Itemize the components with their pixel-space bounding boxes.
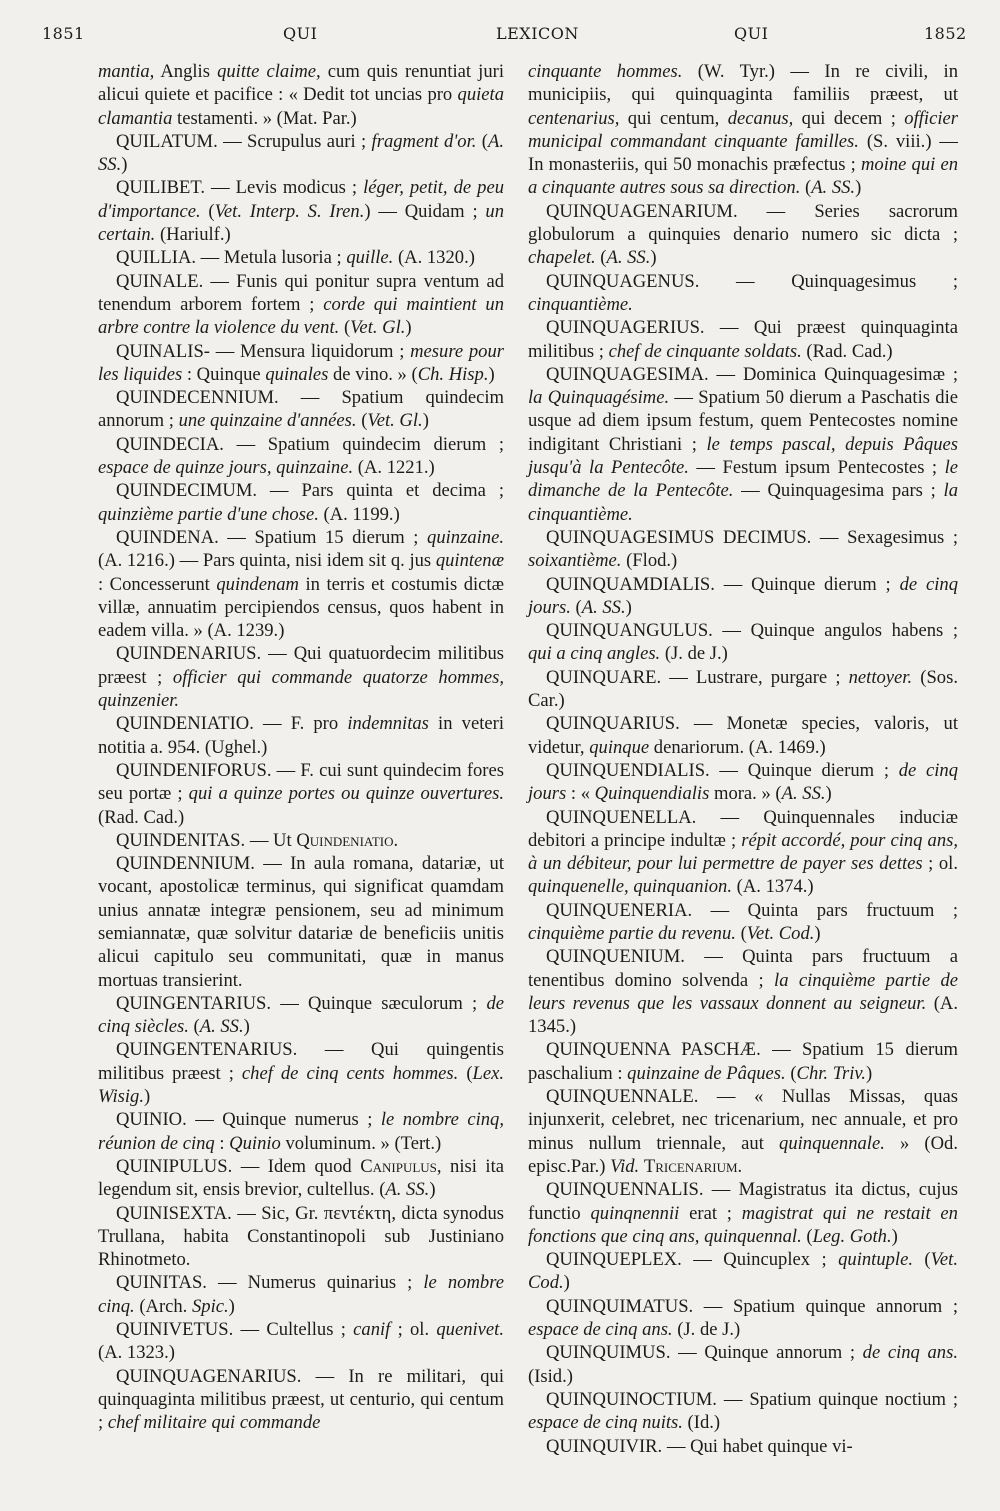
entry-text: ) <box>865 1062 873 1084</box>
dictionary-entry <box>98 246 504 269</box>
italic-text: de cinq jours. <box>528 573 958 618</box>
entry-text: ( <box>735 922 747 944</box>
dictionary-entry <box>528 806 958 899</box>
italic-text: cinquième partie du revenu. <box>528 922 736 944</box>
dictionary-entry <box>98 1365 504 1435</box>
entry-text: QUINQUENELLA. — Quinquennales induciæ debitori a principe indultæ ; <box>528 806 958 851</box>
entry-text: QUINIVETUS. — Cultellus ; <box>116 1319 354 1341</box>
entry-text: ) <box>625 596 632 618</box>
entry-text: QUINQUAGENUS. — Quinquagesimus ; <box>546 270 958 292</box>
entry-text: QUILIBET. — Levis modicus ; <box>116 177 364 199</box>
italic-text: moine qui en a cinquante autres sous sa direction. <box>528 154 959 199</box>
dictionary-entry <box>98 852 504 992</box>
italic-text: corde qui maintient un arbre contre la violence du vent. <box>98 293 504 339</box>
entry-text: (Id.) <box>682 1412 721 1434</box>
entry-text: QUINQUEPLEX. — Quincuplex ; <box>546 1249 839 1271</box>
entry-text: (J. de J.) <box>672 1319 741 1341</box>
italic-text: quinquenelle, quinquanion. <box>528 876 732 898</box>
entry-text: ( <box>356 410 368 432</box>
entry-text: QUINDENIFORUS. — F. cui sunt quindecim fores seu portæ ; <box>98 759 504 805</box>
italic-text: officier qui commande quatorze hommes, quinzenier. <box>98 666 504 712</box>
dictionary-entry <box>528 1248 958 1295</box>
italic-text: mesure pour les liquides <box>98 340 504 385</box>
entry-text: ) <box>650 247 657 269</box>
italic-text: Spic. <box>191 1295 229 1317</box>
italic-text: magistrat qui ne restait en fonctions que cinq ans, quinquennal. <box>528 1202 958 1247</box>
entry-text: (A. 1345.) <box>528 992 958 1038</box>
italic-text: chef de cinq cents hommes. <box>241 1062 459 1084</box>
entry-text: QUINQUAGENARIUM. — Series sacrorum globulorum a quinquies denario numero sic dicta ; <box>528 200 958 246</box>
entry-text: ) <box>228 1295 235 1317</box>
entry-text: (S. viii.) — In monasteriis, qui 50 monachis præfectus ; <box>528 130 959 176</box>
dictionary-entry <box>528 759 958 806</box>
entry-text: — Quinquagesima pars ; <box>733 480 944 502</box>
entry-text: QUINQUENIUM. — Quinta pars fructuum a tenentibus domino solvenda ; <box>528 946 958 991</box>
entry-text: (A. 1323.) <box>98 1342 175 1364</box>
left-running-head: QUI <box>283 24 318 43</box>
dictionary-entry <box>528 1295 958 1342</box>
entry-text: cum quis renuntiat juri alicui quiete et pacifice : « Dedit tot uncias pro <box>98 61 504 106</box>
entry-text: (J. de J.) <box>660 643 728 665</box>
entry-text: ) <box>814 922 821 944</box>
italic-text: A. SS. <box>385 1179 430 1201</box>
entry-text: ( <box>595 247 607 269</box>
entry-text: QUINGENTARIUS. — Quinque sæculorum ; <box>116 992 487 1014</box>
italic-text: Vet. Interp. S. Iren. <box>214 200 365 222</box>
italic-text: A. SS. <box>581 596 626 618</box>
continued-entry <box>528 60 958 200</box>
entry-text: : <box>214 1132 230 1154</box>
italic-text: mantia, <box>98 61 155 82</box>
entry-text: qui decem ; <box>793 107 905 129</box>
entry-text: testamenti. » (Mat. Par.) <box>172 107 357 129</box>
entry-text: ) <box>429 1179 436 1201</box>
dictionary-entry <box>98 386 504 433</box>
dictionary-entry <box>528 666 958 713</box>
center-running-head: LEXICON <box>496 24 579 43</box>
italic-text: quenivet. <box>436 1319 504 1341</box>
entry-text: qui centum, <box>619 107 728 129</box>
entry-text: : « <box>566 783 595 805</box>
entry-text: ) <box>422 410 429 432</box>
italic-text: le dimanche de la Pentecôte. <box>528 457 958 502</box>
entry-text: ) <box>855 177 862 199</box>
entry-text: QUINALIS- — Mensura liquidorum ; <box>116 340 411 362</box>
small-caps-text: Canipulus, <box>360 1155 442 1177</box>
entry-text: ) — Quidam ; <box>364 200 486 222</box>
entry-text: ( <box>912 1249 931 1271</box>
italic-text: Vet. Gl. <box>367 410 423 432</box>
entry-text: ; ol. <box>922 853 958 875</box>
italic-text: Ch. Hisp. <box>417 363 489 385</box>
entry-text: (Rad. Cad.) <box>801 340 893 362</box>
italic-text: chapelet. <box>528 247 596 269</box>
dictionary-entry <box>98 526 504 642</box>
italic-text: quintenæ <box>435 550 504 572</box>
italic-text: cinquantième. <box>528 293 633 315</box>
entry-text: (Hariulf.) <box>155 224 231 246</box>
entry-text: ) <box>243 1016 250 1038</box>
entry-text: ) <box>891 1225 898 1247</box>
entry-text: ( <box>200 200 215 222</box>
entry-text: ) <box>563 1272 570 1294</box>
entry-text: QUINQUINOCTIUM. — Spatium quinque noctium ; <box>546 1388 958 1410</box>
dictionary-entry <box>528 316 958 363</box>
entry-text: (A. 1320.) <box>393 247 475 269</box>
italic-text: A. SS. <box>98 130 504 176</box>
italic-text: de cinq ans. <box>862 1342 958 1364</box>
dictionary-entry <box>528 270 958 317</box>
italic-text: A. SS. <box>781 783 826 805</box>
dictionary-entry <box>98 479 504 526</box>
entry-text: in veteri notitia a. 954. (Ughel.) <box>98 713 504 758</box>
entry-text: — Spatium 50 dierum a Paschatis die usque ad diem ipsum festum, quem Pentecostes nomine indigitant Christiani ; <box>528 387 958 455</box>
dictionary-entry <box>98 1202 504 1272</box>
entry-text: — Festum ipsum Pentecostes ; <box>688 457 945 479</box>
dictionary-entry <box>98 829 504 852</box>
italic-text: quinales <box>265 363 329 385</box>
entry-text: ) <box>143 1086 151 1108</box>
entry-text: ) <box>825 783 832 805</box>
dictionary-entry <box>98 1038 504 1108</box>
entry-text: Anglis <box>154 61 218 82</box>
italic-text: Lex. Wisig. <box>98 1062 505 1108</box>
entry-text: QUINQUIVIR. — Qui habet quinque vi- <box>546 1435 853 1457</box>
entry-text: ) <box>405 317 412 339</box>
entry-text: mora. » ( <box>709 783 782 805</box>
continued-entry <box>98 60 504 130</box>
entry-text: QUINQUAGESIMA. — Dominica Quinquagesimæ ; <box>546 363 958 385</box>
italic-text: la cinquantième. <box>528 480 958 525</box>
dictionary-entry <box>528 573 958 620</box>
dictionary-entry <box>528 619 958 666</box>
italic-text: indemnitas <box>347 713 429 735</box>
italic-text: Quinquendialis <box>594 783 710 805</box>
italic-text: quille. <box>346 247 394 269</box>
dictionary-entry <box>98 712 504 759</box>
entry-text: de vino. » ( <box>328 363 418 385</box>
entry-text: QUINQUAGENARIUS. — In re militari, qui quinquaginta militibus præest, ut centurio, qui centum ; <box>98 1365 504 1434</box>
entry-text: » (Od. episc.Par.) <box>528 1132 958 1177</box>
dictionary-entry <box>98 340 504 387</box>
entry-text: (Flod.) <box>621 550 678 572</box>
italic-text: soixantième. <box>528 550 622 572</box>
italic-text: espace de quinze jours, quinzaine. <box>98 457 354 479</box>
entry-text: denariorum. (A. 1469.) <box>649 736 826 758</box>
dictionary-entry <box>98 759 504 829</box>
entry-text: ( <box>570 596 582 618</box>
entry-text: QUINDECIMUM. — Pars quinta et decima ; <box>116 480 504 502</box>
entry-text: in terris et costumis dictæ villæ, annuatim percipiendos census, quos habent in eadem villa. » (A. 1239.) <box>98 573 504 642</box>
entry-text: QUINDENNIUM. — In aula romana, datariæ, ut vocant, apostolicæ terminus, qui significat quamdam unius annatæ integræ pensionem, seu ad minimum semiannatæ, quæ solvitur datariæ de beneficiis unitis alicui capitulo seu communitati, quæ in manus mortuas transierint. <box>98 853 504 991</box>
dictionary-entry <box>528 200 958 270</box>
italic-text: Vet. Cod. <box>746 922 815 944</box>
entry-text: ( <box>785 1062 797 1084</box>
italic-text: qui a cinq angles. <box>528 643 661 665</box>
italic-text: le temps pascal, depuis Pâques jusqu'à la Pentecôte. <box>528 433 958 479</box>
dictionary-entry <box>528 1435 958 1458</box>
entry-text: QUINQUAGERIUS. — Qui præest quinquaginta militibus ; <box>528 317 958 362</box>
entry-text: : Quinque <box>182 363 266 385</box>
dictionary-entry <box>98 642 504 712</box>
italic-text: Vet. Cod. <box>528 1249 958 1294</box>
entry-text: QUINGENTENARIUS. — Qui quingentis militibus præest ; <box>98 1039 504 1084</box>
entry-text: nisi ita legendum sit, ensis brevior, cultellus. ( <box>98 1155 504 1201</box>
italic-text: quindenam <box>216 573 299 595</box>
italic-text: répit accordé, pour cinq ans, à un débiteur, pour lui permettre de payer ses dettes <box>528 829 958 875</box>
entry-text: (A. 1374.) <box>732 876 814 898</box>
entry-text: ( <box>339 317 351 339</box>
dictionary-entry <box>98 1271 504 1318</box>
italic-text: centenarius, <box>528 107 620 129</box>
italic-text: officier municipal commandant cinquante familles. <box>528 107 958 152</box>
entry-text: ; ol. <box>390 1319 437 1341</box>
dictionary-entry <box>528 945 958 1038</box>
italic-text: Vid. <box>610 1155 640 1177</box>
entry-text: QUINQUAGESIMUS DECIMUS. — Sexagesimus ; <box>546 526 958 548</box>
entry-text: QUINQUARE. — Lustrare, purgare ; <box>546 666 849 688</box>
entry-text: QUINDENITAS. — Ut <box>116 829 297 851</box>
italic-text: A. SS. <box>811 177 856 199</box>
entry-text: QUINQUENNALIS. — Magistratus ita dictus, cujus functio <box>528 1179 958 1224</box>
right-page-number: 1852 <box>924 24 967 43</box>
entry-text: QUINQUANGULUS. — Quinque angulos habens ; <box>546 620 958 642</box>
dictionary-entry <box>98 1155 504 1202</box>
dictionary-entry <box>98 433 504 480</box>
italic-text: une quinzaine d'années. <box>178 410 357 432</box>
italic-text: quinzième partie d'une chose. <box>98 503 319 525</box>
dictionary-entry <box>98 270 504 340</box>
italic-text: quinqnennii <box>590 1202 680 1224</box>
italic-text: de cinq jours <box>528 759 958 805</box>
dictionary-entry <box>528 712 958 759</box>
italic-text: quieta clamantia <box>98 84 504 129</box>
right-running-head: QUI <box>734 24 769 43</box>
italic-text: chef de cinquante soldats. <box>608 340 802 362</box>
dictionary-entry <box>528 526 958 573</box>
dictionary-entry <box>98 1108 504 1155</box>
italic-text: le nombre cinq, réunion de cinq <box>98 1109 504 1154</box>
italic-text: quinzaine de Pâques. <box>627 1062 786 1084</box>
entry-text: QUILATUM. — Scrupulus auri ; <box>116 130 372 152</box>
italic-text: canif <box>353 1319 391 1341</box>
entry-text: QUINQUENERIA. — Quinta pars fructuum ; <box>546 899 958 921</box>
dictionary-entry <box>98 130 504 177</box>
entry-text: (A. 1216.) — Pars quinta, nisi idem sit q. jus <box>98 550 436 572</box>
dictionary-entry <box>98 1318 504 1365</box>
entry-text: ( <box>800 177 812 199</box>
dictionary-entry <box>528 363 958 526</box>
italic-text: A. SS. <box>199 1016 244 1038</box>
italic-text: le nombre cinq. <box>98 1272 504 1317</box>
entry-text: erat ; <box>679 1202 742 1224</box>
entry-text: QUINQUENDIALIS. — Quinque dierum ; <box>546 759 899 781</box>
dictionary-entry <box>528 1178 958 1248</box>
dictionary-entry <box>528 899 958 946</box>
entry-text: (Rad. Cad.) <box>98 806 185 828</box>
italic-text: A. SS. <box>606 247 651 269</box>
small-caps-text: Quindeniatio. <box>296 829 399 851</box>
entry-text: ( <box>476 130 488 152</box>
italic-text: de cinq siècles. <box>98 992 504 1038</box>
italic-text: quinzaine. <box>427 526 504 548</box>
entry-text: (Sos. Car.) <box>528 666 958 712</box>
dictionary-entry <box>528 1085 958 1178</box>
dictionary-entry <box>528 1341 958 1388</box>
entry-text: QUINQUENNALE. — « Nullas Missas, quas injunxerit, celebret, nec tricenarium, nec annuale, et pro minus nullum triennale, aut <box>528 1086 958 1154</box>
entry-text: QUINIO. — Quinque numerus ; <box>116 1109 381 1131</box>
entry-text: QUINALE. — Funis qui ponitur supra ventum ad tenendum arborem fortem ; <box>98 270 504 315</box>
italic-text: la cinquième partie de leurs revenus que les vassaux donnent au seigneur. <box>528 969 959 1014</box>
italic-text: un certain. <box>98 200 505 246</box>
entry-text: (Isid.) <box>528 1365 573 1387</box>
entry-text: (A. 1199.) <box>318 503 400 525</box>
italic-text: cinquante hommes. <box>528 61 683 82</box>
italic-text: Vet. Gl. <box>350 317 406 339</box>
dictionary-entry <box>98 176 504 246</box>
italic-text: decanus, <box>727 107 794 129</box>
dictionary-entry <box>98 992 504 1039</box>
italic-text: fragment d'or. <box>371 130 477 152</box>
italic-text: espace de cinq ans. <box>528 1319 673 1341</box>
entry-text: QUINQUIMATUS. — Spatium quinque annorum ; <box>546 1295 958 1317</box>
italic-text: quinque <box>589 736 650 758</box>
left-column <box>98 60 504 1435</box>
entry-text: QUINQUIMUS. — Quinque annorum ; <box>546 1342 863 1364</box>
entry-text: QUINQUAMDIALIS. — Quinque dierum ; <box>546 573 900 595</box>
entry-text: ( <box>458 1062 473 1084</box>
entry-text: ( <box>188 1016 200 1038</box>
entry-text: QUINIPULUS. — Idem quod <box>116 1155 361 1177</box>
italic-text: Chr. Triv. <box>796 1062 866 1084</box>
entry-text: : Concesserunt <box>98 573 217 595</box>
italic-text: espace de cinq nuits. <box>528 1412 683 1434</box>
entry-text: QUINDENARIUS. — Qui quatuordecim militibus præest ; <box>98 643 504 688</box>
entry-text: QUINDECIA. — Spatium quindecim dierum ; <box>116 433 504 455</box>
italic-text: quinquennale. <box>779 1132 885 1154</box>
italic-text: Quinio <box>229 1132 281 1154</box>
entry-text: ) <box>488 363 495 385</box>
entry-text: (Arch. <box>134 1295 192 1317</box>
italic-text: chef militaire qui commande <box>107 1412 321 1434</box>
entry-text: voluminum. » (Tert.) <box>280 1132 442 1154</box>
entry-text: QUINDENA. — Spatium 15 dierum ; <box>116 526 428 548</box>
entry-text: (A. 1221.) <box>353 457 435 479</box>
left-page-number: 1851 <box>42 24 85 43</box>
small-caps-text: Tricenarium. <box>643 1155 743 1177</box>
italic-text: quitte claime, <box>217 61 321 82</box>
entry-text: QUINITAS. — Numerus quinarius ; <box>116 1272 424 1294</box>
entry-text: ) <box>121 154 128 176</box>
italic-text: quintuple. <box>838 1249 913 1271</box>
entry-text: QUINISEXTA. — Sic, Gr. πεντέκτη, dicta synodus Trullana, habita Constantinopoli sub Justiniano Rhinotmeto. <box>98 1202 504 1271</box>
italic-text: qui a quinze portes ou quinze ouvertures. <box>188 783 504 805</box>
italic-text: Leg. Goth. <box>812 1225 892 1247</box>
entry-text: QUINDECENNIUM. — Spatium quindecim annorum ; <box>98 387 504 432</box>
dictionary-entry <box>528 1038 958 1085</box>
italic-text: la Quinquagésime. <box>528 387 670 409</box>
entry-text: (W. Tyr.) — In re civili, in municipiis, qui quinquaginta familiis præest, ut <box>528 61 958 106</box>
entry-text: QUINQUENNA PASCHÆ. — Spatium 15 dierum paschalium : <box>528 1039 958 1084</box>
entry-text: QUINDENIATIO. — F. pro <box>116 713 348 735</box>
dictionary-entry <box>528 1388 958 1435</box>
entry-text: ( <box>801 1225 813 1247</box>
entry-text: QUILLIA. — Metula lusoria ; <box>116 247 347 269</box>
italic-text: nettoyer. <box>848 666 913 688</box>
italic-text: léger, petit, de peu d'importance. <box>98 177 504 222</box>
entry-text: QUINQUARIUS. — Monetæ species, valoris, ut videtur, <box>528 713 958 758</box>
right-column <box>528 60 958 1458</box>
